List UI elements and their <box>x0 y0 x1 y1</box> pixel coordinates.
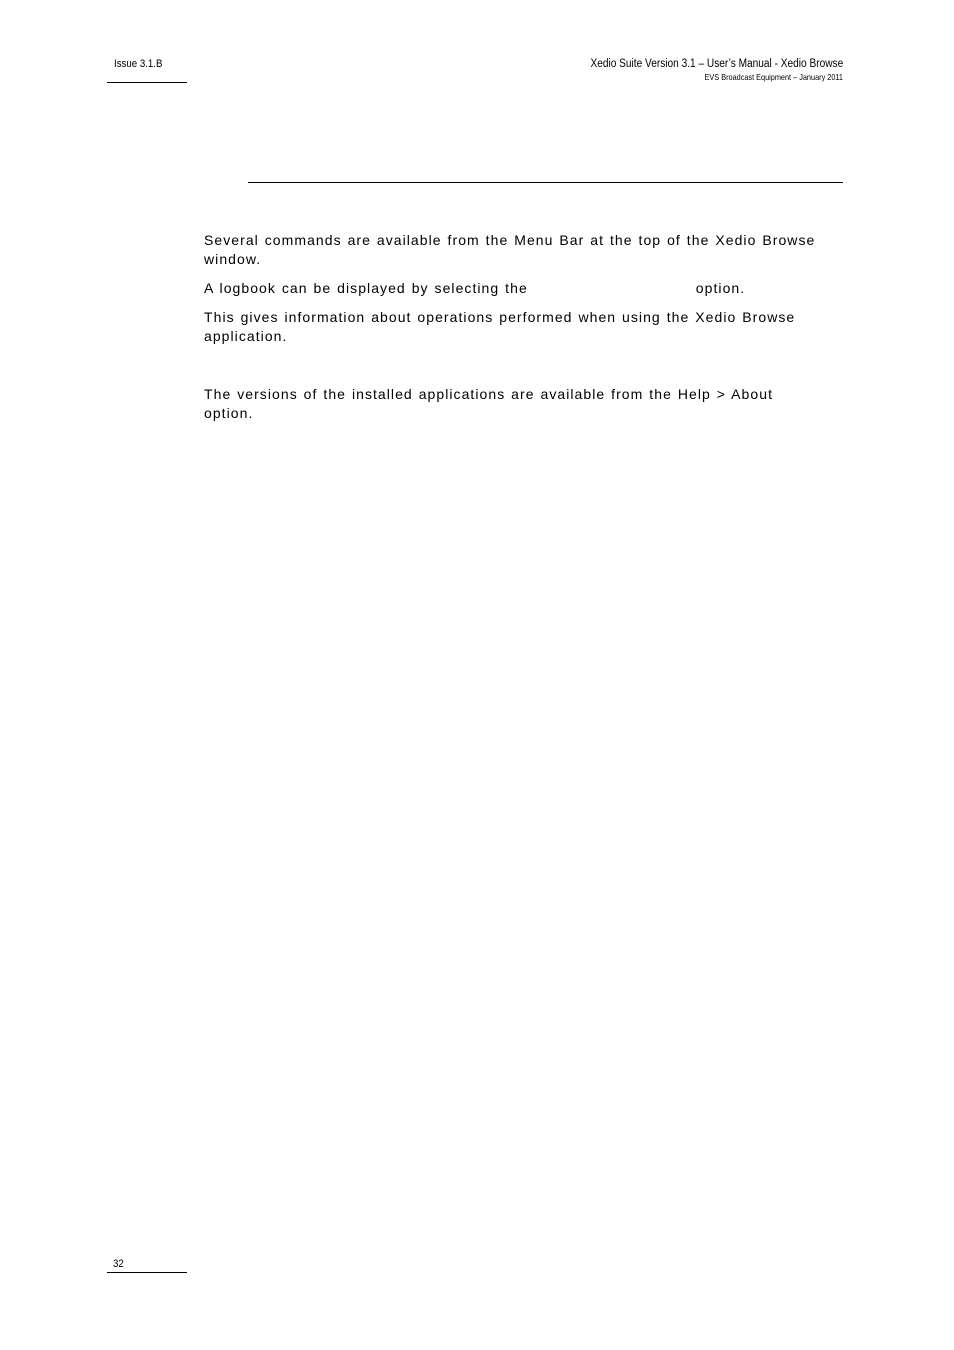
document-subtitle: EVS Broadcast Equipment – January 2011 <box>704 72 843 82</box>
paragraph-line: The versions of the installed applications are available from the Help > About <box>204 386 774 402</box>
footer-left-rule <box>107 1272 187 1273</box>
document-title: Xedio Suite Version 3.1 – User’s Manual - Xedio Browse <box>590 58 843 70</box>
logbook-text-after: option. <box>695 280 746 296</box>
issue-label: Issue 3.1.B <box>114 58 163 70</box>
paragraph-line: window. <box>204 251 262 267</box>
logbook-text-before: A logbook can be displayed by selecting the <box>204 280 528 296</box>
logbook-paragraph <box>204 279 848 298</box>
paragraph-line: This gives information about operations performed when using the Xedio Browse <box>204 309 796 325</box>
header-left-rule <box>107 82 187 83</box>
paragraph-line: application. <box>204 328 288 344</box>
paragraph-line: option. <box>204 405 254 421</box>
paragraph-line: Several commands are available from the Menu Bar at the top of the Xedio Browse <box>204 232 816 248</box>
versions-paragraph <box>204 385 848 423</box>
section-heading-rule <box>248 182 843 183</box>
info-paragraph <box>204 308 848 346</box>
menu-bar-paragraph <box>204 231 848 269</box>
page-number: 32 <box>113 1258 124 1270</box>
